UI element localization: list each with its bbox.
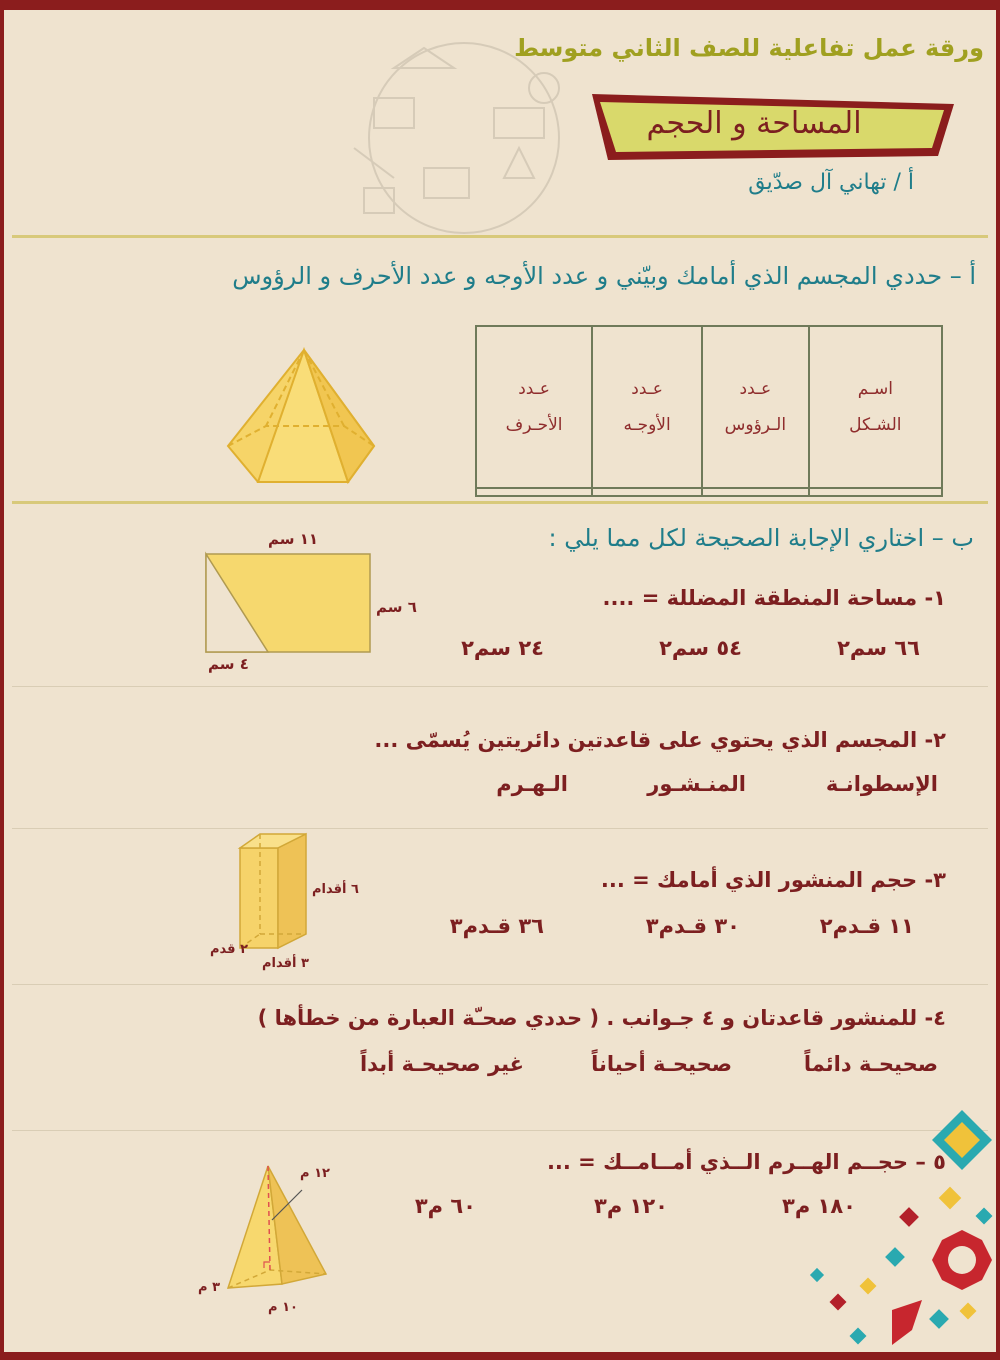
q5-option-2[interactable]: ١٢٠ م٣: [594, 1194, 668, 1218]
label-prism-width: ٣ أقدام: [262, 956, 309, 971]
label-prism-height: ٦ أقدام: [312, 882, 359, 897]
lesson-title: المساحة و الحجم: [646, 106, 862, 141]
header-faces: عـدد الأوجـه: [592, 326, 702, 488]
section-a-instruction: أ – حددي المجسم الذي أمامك وبيّني و عدد الأوجه و عدد الأحرف و الرؤوس: [232, 262, 976, 290]
answer-shape-name[interactable]: [809, 488, 942, 497]
answer-edges[interactable]: [476, 488, 592, 497]
q1-option-1[interactable]: ٦٦ سم٢: [837, 636, 920, 660]
q3-option-2[interactable]: ٣٠ قـدم٣: [645, 914, 740, 938]
question-3-text: ٣- حجم المنشور الذي أمامك = ...: [600, 868, 946, 892]
label-pyramid-width: ١٠ م: [268, 1300, 298, 1315]
teacher-name: أ / تهاني آل صدّيق: [748, 170, 914, 195]
rectangular-prism-figure: [232, 830, 314, 952]
divider: [12, 501, 988, 504]
question-5-text: ٥ – حجــم الهــرم الــذي أمــامــك = ...: [546, 1150, 946, 1174]
q4-option-2[interactable]: صحيحـة أحياناً: [591, 1052, 732, 1076]
label-bottom-length: ٤ سم: [208, 655, 249, 673]
q5-option-1[interactable]: ١٨٠ م٣: [782, 1194, 856, 1218]
shaded-region-figure: [202, 550, 377, 655]
divider: [12, 828, 988, 829]
hexagonal-pyramid-figure: [222, 346, 382, 491]
q2-option-3[interactable]: الـهـرم: [496, 772, 568, 796]
q4-option-3[interactable]: غير صحيحـة أبداً: [359, 1052, 524, 1076]
q1-option-3[interactable]: ٢٤ سم٢: [461, 636, 544, 660]
q2-option-1[interactable]: الإسطوانـة: [825, 772, 938, 796]
question-2-text: ٢- المجسم الذي يحتوي على قاعدتين دائريتين يُسمّى ...: [374, 728, 946, 752]
table-header-row: [476, 326, 942, 488]
q5-option-3[interactable]: ٦٠ م٣: [414, 1194, 476, 1218]
label-pyramid-depth: ٣ م: [198, 1280, 220, 1295]
header-vertices: عـدد الـرؤوس: [702, 326, 809, 488]
header-edges: عـدد الأحـرف: [476, 326, 592, 488]
divider: [12, 984, 988, 985]
geometric-corner-ornament: [792, 1100, 996, 1352]
label-pyramid-height: ١٢ م: [300, 1166, 330, 1181]
question-4-text: ٤- للمنشور قاعدتان و ٤ جـوانب . ( حددي صحـّة العبارة من خطأها ): [257, 1006, 946, 1030]
label-right-height: ٦ سم: [376, 598, 417, 616]
q3-option-1[interactable]: ١١ قـدم٢: [819, 914, 914, 938]
q1-option-2[interactable]: ٥٤ سم٢: [659, 636, 742, 660]
worksheet-title: ورقة عمل تفاعلية للصف الثاني متوسط: [514, 34, 984, 62]
answer-vertices[interactable]: [702, 488, 809, 497]
question-1-text: ١- مساحة المنطقة المضللة = ....: [602, 586, 946, 610]
worksheet-page: [4, 10, 996, 1352]
divider: [12, 235, 988, 238]
q2-option-2[interactable]: المنـشـور: [647, 772, 746, 796]
label-top-length: ١١ سم: [268, 530, 319, 548]
header-shape-name: اسـم الشـكل: [809, 326, 942, 488]
section-b-instruction: ب – اختاري الإجابة الصحيحة لكل مما يلي :: [548, 524, 974, 552]
table-answer-row: [476, 488, 942, 497]
answer-faces[interactable]: [592, 488, 702, 497]
divider: [12, 686, 988, 687]
q3-option-3[interactable]: ٣٦ قـدم٣: [449, 914, 544, 938]
solid-properties-table: [475, 325, 943, 497]
label-prism-depth: ٢ قدم: [210, 942, 249, 957]
q4-option-1[interactable]: صحيحـة دائماً: [803, 1052, 938, 1076]
